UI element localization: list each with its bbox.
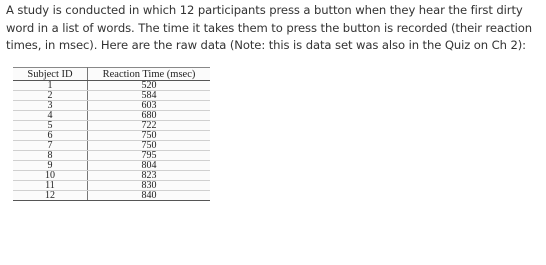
subject-id-cell: 8 [13,151,88,161]
reaction-time-cell: 750 [88,131,211,141]
reaction-time-cell: 804 [88,161,211,171]
subject-id-cell: 1 [13,81,88,91]
table-row [13,151,210,161]
reaction-time-cell: 795 [88,151,211,161]
table-header-row [13,68,210,81]
reaction-time-cell: 830 [88,181,211,191]
reaction-time-table-container [13,67,210,201]
table-row [13,91,210,101]
reaction-time-cell: 520 [88,81,211,91]
table-row [13,171,210,181]
table-row [13,111,210,121]
table-row [13,81,210,91]
table-row [13,181,210,191]
subject-id-cell: 9 [13,161,88,171]
table-row [13,161,210,171]
reaction-time-table [13,67,210,201]
reaction-time-cell: 750 [88,141,211,151]
subject-id-cell: 6 [13,131,88,141]
reaction-time-cell: 840 [88,191,211,201]
problem-description [6,2,544,55]
header-reaction-time: Reaction Time (msec) [88,68,211,81]
description-line-1: A study is conducted in which 12 participants press a button when they hear the first dirty [6,3,523,17]
table-row [13,141,210,151]
subject-id-cell: 4 [13,111,88,121]
subject-id-cell: 10 [13,171,88,181]
subject-id-cell: 2 [13,91,88,101]
reaction-time-cell: 603 [88,101,211,111]
header-subject-id: Subject ID [13,68,88,81]
table-row [13,191,210,201]
table-row [13,131,210,141]
reaction-time-cell: 680 [88,111,211,121]
table-row [13,121,210,131]
description-line-3: times, in msec). Here are the raw data (Note: this is data set was also in the Quiz on Ch 2): [6,38,526,52]
subject-id-cell: 12 [13,191,88,201]
table-row [13,101,210,111]
reaction-time-cell: 823 [88,171,211,181]
subject-id-cell: 11 [13,181,88,191]
description-line-2: word in a list of words. The time it takes them to press the button is recorded (their reaction [6,20,533,35]
reaction-time-cell: 584 [88,91,211,101]
subject-id-cell: 5 [13,121,88,131]
subject-id-cell: 3 [13,101,88,111]
reaction-time-cell: 722 [88,121,211,131]
subject-id-cell: 7 [13,141,88,151]
